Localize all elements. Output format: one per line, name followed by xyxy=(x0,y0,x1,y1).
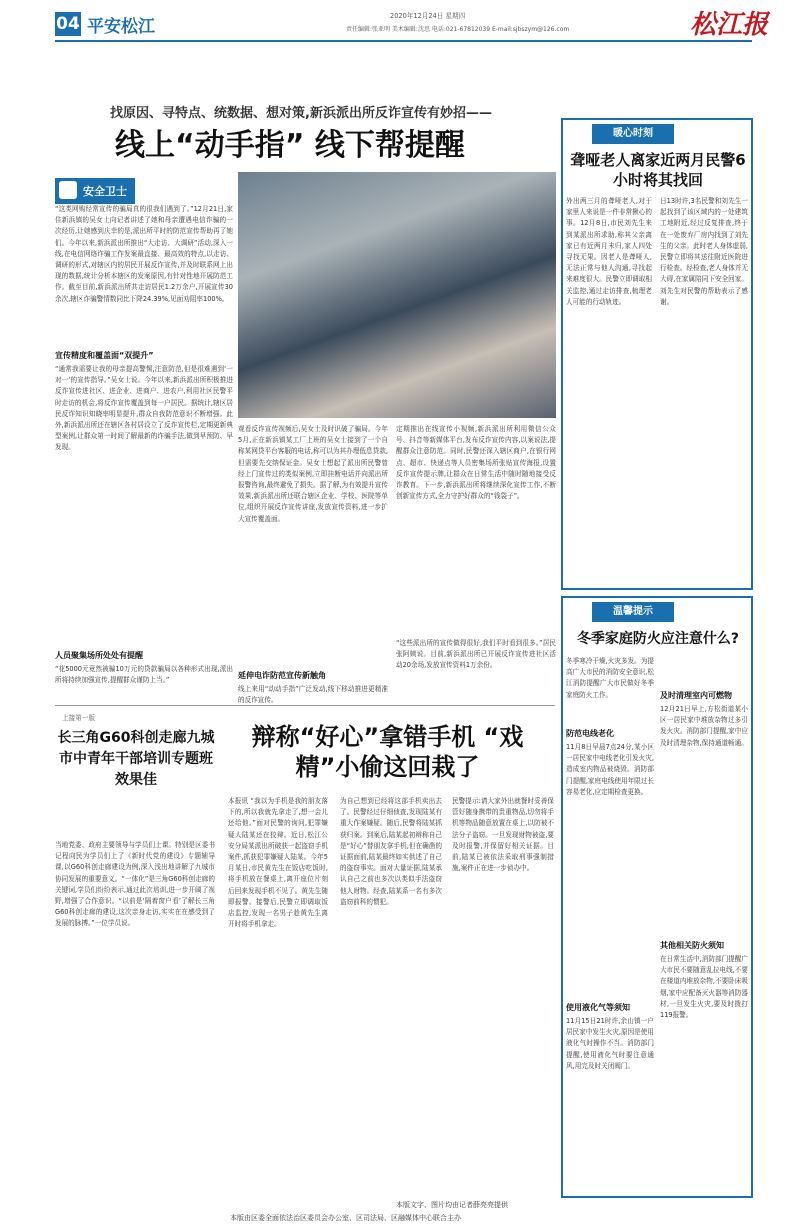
main-kicker: 找原因、寻特点、统数据、想对策,新浜派出所反诈宣传有妙招—— xyxy=(110,106,492,121)
bottom-left-headline: 长三角G60科创走廊九城市中青年干部培训专题班效果佳 xyxy=(57,730,215,788)
side2-subhead-2: 及时清理室内可燃物 xyxy=(660,691,732,700)
side1-headline: 聋哑老人离家近两月民警6小时将其找回 xyxy=(570,151,746,189)
footer-credit: 本版文字、图片均由记者薛亮亮提供 xyxy=(396,1201,508,1209)
side2-text-2: 12月21日早上,方松街道某小区一居民家中堆放杂物过多引发火灾。消防部门提醒,家中应及时清理杂物,保持通道畅通。 xyxy=(660,705,748,747)
news-photo xyxy=(238,172,556,418)
main-subhead-3: 延伸电诈防范宣传新触角 xyxy=(238,671,326,680)
column-tag: 安全卫士 xyxy=(83,185,127,198)
main-col1c-text: “花5000元竟然被骗10万元的贷款骗局以各种形式出现,派出所将持续加强宣传,提醒群众谨防上当。” xyxy=(55,665,233,685)
main-col1b-text: “通常我需要让我的母亲提高警惕,注意防范,但是很难遇到‘一对一’的宣传指导。”吴女士说。今年以来,新浜派出所积极推进反诈宣传进社区、进企业、进商户、进农户,利用社区民警平时走访的机会,将反诈宣传覆盖到每一户居民。据统计,辖区居民反诈知识知晓率明显提升,群众自我防范意识不断增强。此外,新浜派出所还在辖区各村居设立了反诈宣传栏,定期更新典型案例,让群众第一时间了解最新的诈骗手法,做到早预防、早发现。 xyxy=(55,365,233,452)
main-col3-text: 定期推出在线宣传小视频,新浜派出所利用微信公众号、抖音等新媒体平台,发布反诈宣传内容,以案说法,提醒群众注意防范。同时,民警还深入辖区商户,在银行网点、超市、快递点等人员密集场所张贴宣传海报,设置反诈宣传提示牌,让群众在日常生活中随时随地接受反诈教育。下一步,新浜派出所将继续深化宣传工作,不断创新宣传方式,全力守护好群众的“钱袋子”。 xyxy=(396,425,556,501)
issue-date: 2020年12月24日 星期四 xyxy=(390,12,466,20)
shield-icon xyxy=(59,181,77,199)
footer-unit: 本版由区委全面依法治区委员会办公室、区司法局、区融媒体中心联合主办 xyxy=(230,1214,461,1222)
side2-text-3: 11月15日21时许,余山镇一户居民家中发生火灾,原因是使用液化气时操作不当。消防部门提醒,使用液化气时要注意通风,用完及时关闭阀门。 xyxy=(566,1017,654,1070)
bottom-col3-text: 民警提示:请大家外出就餐时妥善保管好随身携带的贵重物品,切勿将手机等物品随意放置在桌上,以防被不法分子盗窃。一旦发现财物被盗,要及时报警,并保留好相关证据。目前,陆某已被依法采取刑事强制措施,案件正在进一步侦办中。 xyxy=(452,797,554,873)
bottom-col2-text: 为自己想到已经将这部手机卖出去了。民警经过仔细侦查,发现陆某有重大作案嫌疑。随后,民警将陆某抓获归案。到案后,陆某起初辩称自己是“好心”替朋友拿手机,但在确凿的证据面前,陆某最终如实供述了自己的盗窃事实。面对大量证据,陆某承认自己之前也多次以类似手法盗窃他人财物。经查,陆某系一名有多次盗窃前科的惯犯。 xyxy=(340,797,442,906)
editors-info: 责任编辑:张亚明 美术编辑:沈思 电话:021-67812039 E-mail:sjbszym@126.com xyxy=(346,26,570,33)
main-col3b-text: “这些派出所的宣传做得很好,我们平时看到很多。”居民张阿姨说。目前,新浜派出所已开展反诈宣传进社区活动20余场,发放宣传资料1万余份。 xyxy=(396,639,556,670)
newspaper-logo: 松江报 xyxy=(690,10,769,40)
bottom-headline: 辩称“好心”拿错手机 “戏精”小偷这回栽了 xyxy=(251,723,524,781)
side2-tag: 温馨提示 xyxy=(592,602,674,622)
main-subhead-2: 人员聚集场所处处有提醒 xyxy=(55,651,143,660)
side2-subhead-4: 其他相关防火须知 xyxy=(660,941,724,950)
section-title: 平安松江 xyxy=(87,17,155,37)
side1-text-a: 外出两三月的聋哑老人,对于家里人来说是一件非常揪心的事。12月8日,市民刘先生来到某派出所求助,称其父亲离家已有近两月未归,家人四处寻找无果。因老人是聋哑人,无法正常与他人沟通,寻找起来难度很大。民警立即调取相关监控,通过走访排查,梳理老人可能的行动轨迹。 xyxy=(566,197,652,306)
main-col1-text: “这类网购经常宣传的骗局真的很我们遇到了。”12月21日,家住新浜镇的吴女士向记者讲述了她和母亲遭遇电信诈骗的一次经历,让她感到庆幸的是,派出所平时的防范宣传帮助再了她们。今年以来,新浜派出所推出“大走访、大调研”活动,深入一线,在电信网络诈骗工作发案最直接、最高效的特点,以走访、调研的形式,对辖区内的居民开展反诈宣传,并及时联系网上出现的数据,统计分析本辖区的发案原因,有针对性地开展防范工作。截至目前,新浜派出所共走访居民1.2万余户,开展宣传30余次,辖区诈骗警情数同比下降24.39%,见面劝阻率100%。 xyxy=(55,205,233,303)
section-divider xyxy=(55,705,555,706)
side2-subhead-3: 使用液化气等须知 xyxy=(566,1003,630,1012)
side2-text-1: 11月8日早晨7点24分,某小区一居民家中电线老化引发火灾,造成室内物品被烧毁。消防部门提醒,家庭电线使用年限过长容易老化,应定期检查更换。 xyxy=(566,743,654,796)
continued-kicker: 上接第一版 xyxy=(62,714,95,722)
bottom-col1-text: 本报讯 “我以为手机是我的朋友落下的,所以我就先拿走了,想一会儿还给他。”面对民警的询问,犯罪嫌疑人陆某还在狡辩。近日,松江公安分局某派出所破获一起盗窃手机案件,抓获犯罪嫌疑人陆某。今年5月某日,市民黄先生在饭店吃饭时,将手机放在餐桌上,离开座位片刻后回来发现手机不见了。黄先生随即报警。接警后,民警立即调取饭店监控,发现一名男子趁黄先生离开时将手机拿走。 xyxy=(228,797,328,929)
main-subhead-1: 宣传精度和覆盖面“双提升” xyxy=(55,351,154,360)
main-headline: 线上“动手指” 线下帮提醒 xyxy=(115,128,465,163)
column-tag-box xyxy=(55,178,135,204)
side2-intro: 冬季寒冷干燥,火灾多发。为提高广大市民的消防安全意识,松江消防提醒广大市民做好冬季家庭防火工作。 xyxy=(566,657,654,699)
side1-text-b: 日13时许,3名民警和刘先生一起找到了该区域内的一处建筑工地附近,经过反复排查,终于在一处废弃厂房内找到了刘先生的父亲。此时老人身体虚弱,民警立即将其送往附近医院进行检查。经检查,老人身体并无大碍,在家属陪同下安全回家。刘先生对民警的帮助表示了感谢。 xyxy=(660,197,748,306)
main-col2-text: 观看反诈宣传视频后,吴女士及时识破了骗局。今年5月,正在新浜镇某工厂上班的吴女士接到了一个自称某网贷平台客服的电话,称可以为其办理低息贷款,但需要先交纳保证金。吴女士想起了派出所民警曾经上门宣传过的类似案例,立即挂断电话并向派出所报警咨询,最终避免了损失。据了解,为有效提升宣传效果,新浜派出所还联合辖区企业、学校、医院等单位,组织开展反诈宣传讲座,发放宣传资料,进一步扩大宣传覆盖面。 xyxy=(238,425,388,523)
side1-tag: 暖心时刻 xyxy=(592,124,674,144)
side2-headline: 冬季家庭防火应注意什么? xyxy=(576,631,740,647)
header-rule xyxy=(55,40,752,42)
bottom-left-text: 当地党委、政府主要领导与学员们上课。特别是区委书记程向民为学员们上了《新时代党的建设》专题辅导课,以G60科创走廊建设为例,深入浅出地讲解了九城市协同发展的重要意义。“一体化”是三角G60科创走廊的关键词,学员们纷纷表示,通过此次培训,进一步开阔了视野,增强了合作意识。“以前是‘隔着窗户看’了解长三角G60科创走廊的建设,这次亲身走访,实实在在感受到了发展的脉搏。”一位学员说。 xyxy=(55,841,215,928)
side2-text-4: 在日常生活中,消防部门提醒广大市民不要随意乱拉电线,不要在楼道内堆放杂物,不要卧床吸烟,家中应配备灭火器等消防器材,一旦发生火灾,要及时拨打119报警。 xyxy=(660,955,748,1020)
side2-subhead-1: 防范电线老化 xyxy=(566,729,614,738)
main-col2b-text: 线上来用“动动手指”广泛发动,线下移动推进更精准的反诈宣传。 xyxy=(238,685,388,705)
page-number: 04 xyxy=(56,14,80,34)
